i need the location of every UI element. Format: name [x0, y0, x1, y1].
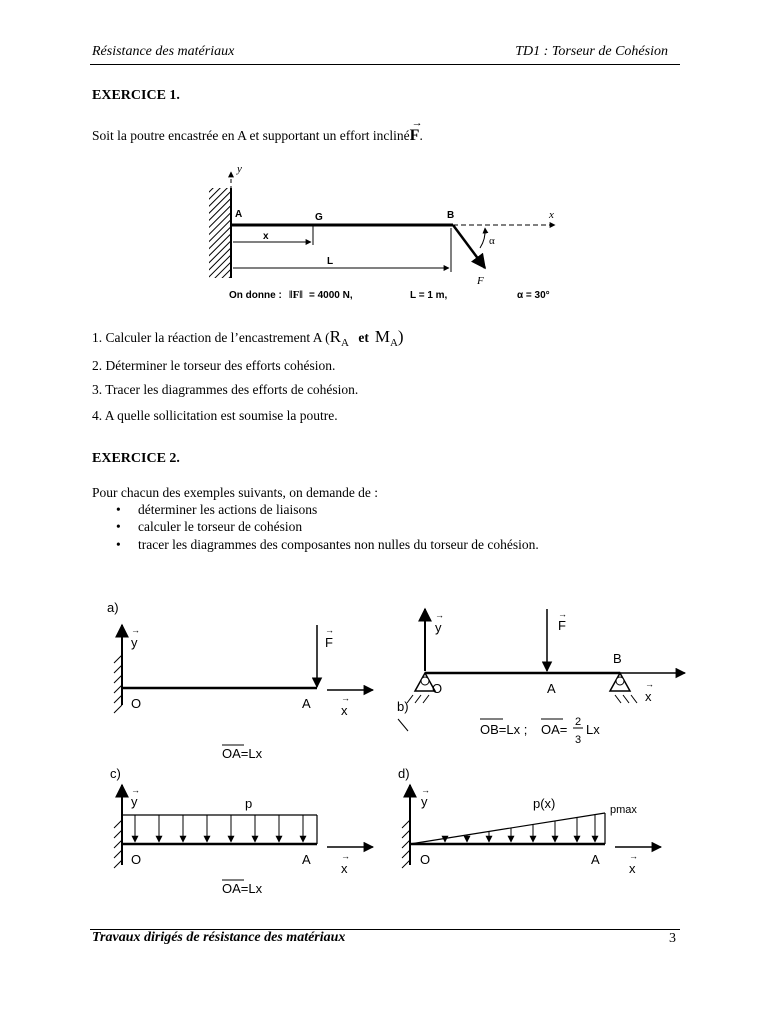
- x-axis-label: x: [549, 209, 554, 221]
- figure-c: [110, 766, 373, 896]
- svg-text:→: →: [325, 625, 334, 635]
- header-rule: [90, 64, 680, 65]
- svg-text:x: x: [629, 861, 636, 876]
- svg-text:Lx: Lx: [586, 722, 600, 737]
- svg-text:→: →: [131, 785, 140, 795]
- svg-text:→: →: [435, 610, 444, 620]
- svg-text:p(x): p(x): [533, 796, 556, 811]
- dim-x-label: x: [263, 231, 269, 242]
- point-A: A: [235, 209, 243, 220]
- page-number: 3: [669, 931, 676, 946]
- svg-text:x: x: [341, 703, 348, 718]
- angle-label: α: [489, 235, 495, 247]
- svg-text:A: A: [591, 852, 600, 867]
- ex2-bullet-1: • déterminer les actions de liaisons: [138, 502, 317, 518]
- figure-d: [398, 766, 661, 876]
- svg-text:OA=: OA=: [541, 722, 568, 737]
- given-L: L = 1 m,: [410, 290, 448, 301]
- svg-text:y: y: [131, 794, 138, 809]
- svg-text:→: →: [131, 625, 140, 635]
- y-axis-label: y: [237, 163, 242, 175]
- wall-hatch: [209, 188, 231, 278]
- header-right: TD1 : Torseur de Cohésion: [515, 44, 668, 59]
- ex1-intro: Soit la poutre encastrée en A et supportant un effort incliné → F.: [92, 117, 423, 144]
- svg-text:A: A: [302, 696, 311, 711]
- svg-text:→: →: [629, 851, 638, 861]
- point-B: B: [447, 210, 455, 221]
- ex1-q2: 2. Déterminer le torseur des efforts cohésion.: [92, 358, 336, 373]
- svg-text:a): a): [107, 600, 119, 615]
- svg-text:y: y: [435, 620, 442, 635]
- svg-text:2: 2: [575, 716, 582, 728]
- point-G: G: [315, 212, 323, 223]
- figure-a: [107, 600, 373, 761]
- ex1-q4: 4. A quelle sollicitation est soumise la poutre.: [92, 408, 338, 423]
- ex2-figures: [95, 595, 695, 905]
- svg-text:x: x: [341, 861, 348, 876]
- svg-text:→: →: [645, 679, 654, 689]
- ex1-beam-figure: [205, 160, 570, 305]
- svg-text:→: →: [341, 693, 350, 703]
- svg-text:3: 3: [575, 734, 582, 746]
- given-alpha: α = 30°: [517, 290, 550, 301]
- svg-text:→: →: [421, 785, 430, 795]
- svg-text:p: p: [245, 796, 253, 811]
- svg-text:d): d): [398, 766, 410, 781]
- svg-text:pmax: pmax: [610, 804, 637, 816]
- ex2-bullet-3: • tracer les diagrammes des composantes non nulles du torseur de cohésion.: [138, 537, 539, 553]
- svg-text:→: →: [341, 851, 350, 861]
- svg-text:F: F: [325, 635, 333, 650]
- dim-L-label: L: [327, 256, 334, 267]
- footer-text: Travaux dirigés de résistance des matériaux: [92, 930, 346, 945]
- svg-text:y: y: [131, 635, 138, 650]
- force-arrow: [453, 225, 485, 268]
- given-F: = 4000 N,: [309, 290, 353, 301]
- figure-b: [397, 609, 685, 746]
- svg-text:A: A: [547, 681, 556, 696]
- ex2-title: EXERCICE 2.: [92, 451, 180, 466]
- header-left: Résistance des matériaux: [92, 44, 235, 59]
- force-label: F: [477, 275, 484, 287]
- svg-text:O: O: [420, 852, 431, 867]
- svg-text:OB=Lx ;: OB=Lx ;: [480, 722, 528, 737]
- svg-text:B: B: [613, 651, 622, 666]
- ex1-q3: 3. Tracer les diagrammes des efforts de cohésion.: [92, 382, 359, 397]
- svg-text:c): c): [110, 766, 121, 781]
- given-norm: ‖F‖: [289, 289, 303, 301]
- svg-text:OA=Lx: OA=Lx: [222, 881, 263, 896]
- ex2-intro: Pour chacun des exemples suivants, on demande de :: [92, 485, 379, 500]
- ex2-bullet-2: • calculer le torseur de cohésion: [138, 519, 302, 535]
- svg-text:b): b): [397, 699, 409, 714]
- svg-text:y: y: [421, 794, 428, 809]
- angle-arc: [480, 228, 485, 248]
- svg-text:O: O: [131, 696, 142, 711]
- given-label: On donne :: [229, 290, 282, 301]
- svg-text:→: →: [558, 609, 567, 619]
- svg-text:O: O: [131, 852, 142, 867]
- ex1-q1: 1. Calculer la réaction de l’encastrement A ($R_A$ et $M_A$): [92, 327, 404, 349]
- svg-text:A: A: [302, 852, 311, 867]
- svg-text:O: O: [432, 681, 443, 696]
- svg-text:x: x: [645, 689, 652, 704]
- ex1-title: EXERCICE 1.: [92, 88, 180, 103]
- svg-text:F: F: [558, 618, 566, 633]
- svg-text:OA=Lx: OA=Lx: [222, 746, 263, 761]
